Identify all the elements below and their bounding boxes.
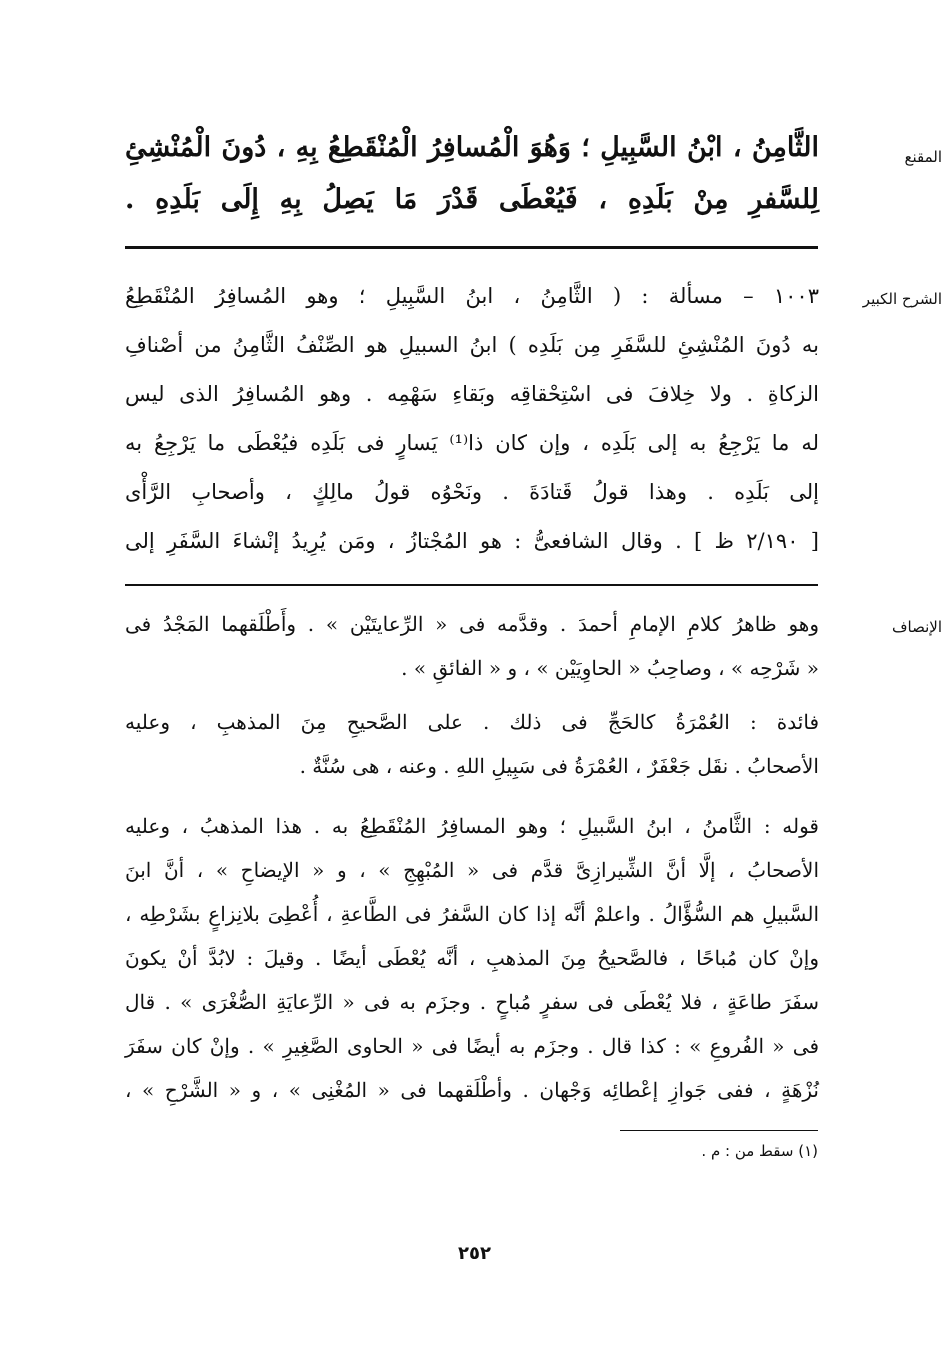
muqni-text	[125, 122, 819, 226]
insaf-line: نُزْهَةٍ ، ففى جَوازِ إعْطائِه وَجْهان . وأطْلَقهما فى « المُغْنِى » ، و « الشَّرْحِ » ،	[125, 1078, 819, 1102]
insaf-line: السَّبيلِ هم السُّؤَّالُ . واعلمْ أنَّه إذا كان السَّفرُ فى الطَّاعةِ ، أُعْطِىَ بلانِزاعٍ بشَرْطِه ،	[125, 902, 819, 926]
insaf-line: قوله : الثَّامنُ ، ابنُ السَّبيلِ ؛ وهو المسافِرُ المُنْقَطِعُ به . هذا المذهبُ ، وعليه	[125, 814, 819, 838]
insaf-line: وهو ظاهرُ كلامِ الإمامِ أحمدَ . وقدَّمه فى « الرِّعايتَيْن » . وأَطْلَقهما المَجْدُ فى	[125, 612, 819, 636]
muqni-line: لِلسَّفرِ مِنْ بَلَدِهِ ، فَيُعْطَى قَدْرَ مَا يَصِلُ بِهِ إِلَى بَلَدِهِ .	[125, 184, 819, 215]
sharh-label: الشرح الكبير	[862, 290, 942, 308]
sharh-line: ١٠٠٣ – مسألة : ( الثَّامِنُ ، ابنُ السَّبِيلِ ؛ وهو المُسافِرُ المُنْقَطِعُ	[125, 284, 819, 308]
page-number: ٢٥٢	[458, 1243, 491, 1264]
muqni-line: الثَّامِنُ ، ابْنُ السَّبِيلِ ؛ وَهُوَ الْمُسافِرُ الْمُنْقَطِعُ بِهِ ، دُونَ الْمُنْشِئِ	[125, 132, 819, 163]
sharh-line: به دُونَ المُنْشِئِ للسَّفَرِ مِن بَلَدِه ) ابنُ السبيلِ هو الصِّنْفُ الثَّامِنُ من أصْنافِ	[125, 333, 819, 357]
insaf-text	[125, 602, 819, 1112]
section-divider	[125, 246, 818, 249]
sharh-line: إلى بَلَدِه . وهذا قولُ قَتادَةَ . ونَحْوُه قولُ مالِكٍ ، وأصحابِ الرَّأْى	[125, 480, 819, 504]
insaf-label: الإنصاف	[891, 618, 942, 636]
insaf-line: « شَرْحِه » ، وصاحِبُ « الحاوِيَيْن » ، و « الفائقِ » .	[401, 656, 819, 680]
footnote-rule	[620, 1130, 818, 1131]
sharh-line: الزكاةِ . ولا خِلافَ فى اسْتِحْقاقِه وبَقاءِ سَهْمِه . وهو المُسافِرُ الذى ليس	[125, 382, 819, 406]
footnote: (١) سقط من : م .	[701, 1142, 818, 1160]
insaf-line: سفَرَ طاعَةٍ ، فلا يُعْطَى فى سفرٍ مُباحٍ . وجزَم به فى « الرِّعايَةِ الصُّغْرَى » . قال	[125, 990, 820, 1014]
sharh-text	[125, 272, 819, 566]
sharh-line: له ما يَرْجِعُ به إلى بَلَدِه ، وإن كان ذا⁽¹⁾ يَسارٍ فى بَلَدِه فيُعْطَى ما يَرْجِعُ به	[125, 431, 819, 455]
insaf-line: فى « الفُروعِ » : كذا قال . وجزَم به أيضًا فى « الحاوى الصَّغِيرِ » . وإنْ كان سفَرَ	[125, 1034, 819, 1058]
sharh-line: [ ٢/١٩٠ ظ ] . وقال الشافعىُّ : هو المُجْتازُ ، ومَن يُرِيدُ إنْشاءَ السَّفَرِ إلى	[125, 529, 819, 553]
muqni-label: المقنع	[904, 148, 942, 166]
insaf-line: الأصحابُ . نقَل جَعْفَرٌ ، العُمْرَةُ فى سَبِيلِ اللهِ . وعنه ، هى سُنَّةٌ .	[299, 754, 819, 778]
section-divider	[125, 584, 818, 586]
insaf-line: فائدة : العُمْرَةُ كالحَجِّ فى ذلك . على الصَّحيحِ مِنَ المذهبِ ، وعليه	[125, 710, 819, 734]
insaf-line: وإنْ كان مُباحًا ، فالصَّحيحُ مِنَ المذهبِ ، أنَّه يُعْطَى أيضًا . وقيلَ : لابُدَّ أنْ يكونَ	[125, 946, 819, 970]
insaf-line: الأصحابُ ، إلَّا أنَّ الشِّيرازِىَّ قدَّم فى « المُبْهِجِ » ، و « الإيضاحِ » ، أنَّ ابنَ	[125, 858, 819, 882]
